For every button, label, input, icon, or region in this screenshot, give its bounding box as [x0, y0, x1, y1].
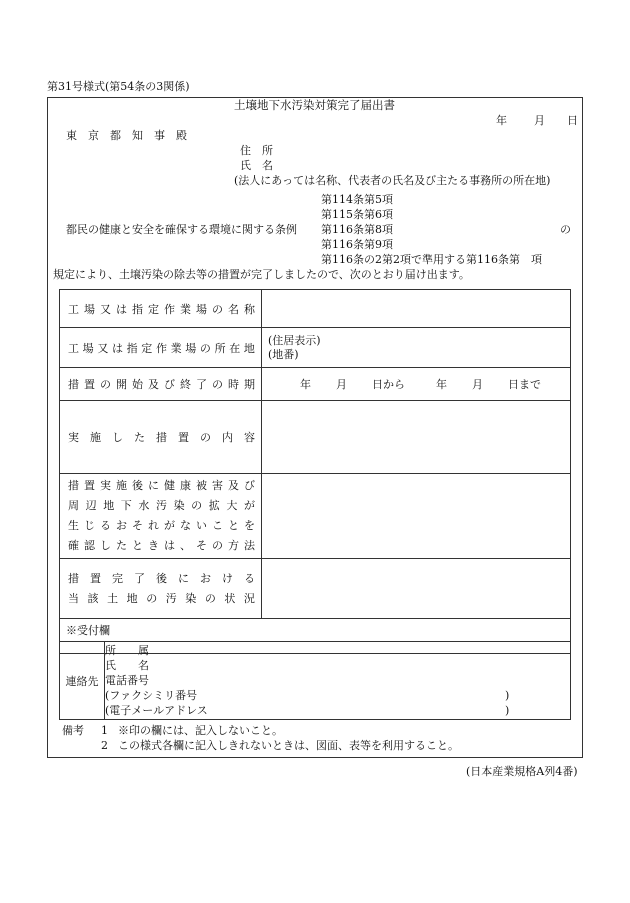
contact-table [59, 641, 571, 720]
reception-label: ※受付欄 [66, 624, 110, 637]
status-label-cell [60, 559, 262, 619]
method-label-line: 周 辺 地 下 水 汚 染 の 拡 大 が [68, 499, 255, 512]
measures-field[interactable] [262, 401, 571, 474]
contact-fax-label: (ファクシミリ番号 [105, 689, 198, 702]
ordinance-article-3: 第116条第8項 [321, 223, 393, 236]
contact-label: 連絡先 [60, 642, 105, 720]
factory-location-field[interactable] [262, 328, 571, 368]
factory-location-label-cell [60, 328, 262, 368]
period-start-day: 日から [372, 378, 405, 391]
method-field[interactable] [262, 474, 571, 559]
method-label-cell [60, 474, 262, 559]
method-label-line: 確 認 し た と き は 、 そ の 方 法 [68, 539, 255, 552]
applicant-corporate-note: (法人にあっては名称、代表者の氏名及び主たる事務所の所在地) [234, 174, 551, 187]
factory-name-label-cell [60, 290, 262, 328]
period-start-year: 年 [300, 378, 311, 391]
applicant-name-label: 氏 名 [240, 159, 273, 172]
location-lot-label: (地番) [268, 347, 299, 361]
period-label: 措 置 の 開 始 及 び 終 了 の 時 期 [68, 378, 255, 391]
contact-dept-label: 所 属 [105, 644, 149, 657]
contact-phone-label: 電話番号 [105, 674, 149, 687]
note-2-text: この様式各欄に記入しきれないときは、図面、表等を利用すること。 [118, 739, 459, 752]
status-field[interactable] [262, 559, 571, 619]
ordinance-article-1: 第114条第5項 [321, 193, 393, 206]
period-end-day: 日まで [508, 378, 541, 391]
date-month: 月 [534, 114, 545, 127]
period-start-month: 月 [336, 378, 347, 391]
note-1-text: ※印の欄には、記入しないこと。 [118, 724, 283, 737]
factory-location-label: 工 場 又 は 指 定 作 業 場 の 所 在 地 [68, 341, 255, 355]
note-2-number: 2 [101, 739, 108, 752]
factory-name-field[interactable] [262, 290, 571, 328]
paper-size-note: (日本産業規格A列4番) [466, 765, 578, 778]
form-table [59, 289, 571, 654]
period-end-month: 月 [472, 378, 483, 391]
form-title: 土壌地下水汚染対策完了届出書 [234, 98, 395, 112]
ordinance-article-5: 第116条の2第2項で準用する第116条第 項 [321, 253, 542, 266]
location-display-label: (住居表示) [268, 333, 321, 347]
statement: 規定により、土壌汚染の除去等の措置が完了しましたので、次のとおり届け出ます。 [53, 268, 470, 281]
period-label-cell [60, 368, 262, 401]
contact-fields[interactable] [105, 642, 571, 720]
ordinance-name: 都民の健康と安全を確保する環境に関する条例 [66, 223, 297, 236]
measures-label: 実 施 し た 措 置 の 内 容 [68, 431, 255, 444]
contact-fax-close: ) [505, 689, 510, 702]
status-label-line: 当 該 土 地 の 汚 染 の 状 況 [68, 591, 255, 605]
addressee: 東 京 都 知 事 殿 [66, 129, 187, 142]
period-field[interactable] [262, 368, 571, 401]
applicant-address-label: 住 所 [240, 144, 273, 157]
period-end-year: 年 [436, 378, 447, 391]
ordinance-article-2: 第115条第6項 [321, 208, 393, 221]
form-number: 第31号様式(第54条の3関係) [47, 80, 190, 93]
method-label-line: 措 置 実 施 後 に 健 康 被 害 及 び [68, 479, 255, 492]
factory-name-label: 工 場 又 は 指 定 作 業 場 の 名 称 [68, 302, 255, 316]
method-label-line: 生 じ る お そ れ が な い こ と を [68, 519, 255, 532]
date-day: 日 [567, 114, 578, 127]
contact-name-label: 氏 名 [105, 659, 149, 672]
date-year: 年 [496, 114, 507, 127]
ordinance-article-4: 第116条第9項 [321, 238, 393, 251]
measures-label-cell [60, 401, 262, 474]
ordinance-suffix: の [560, 223, 571, 236]
note-1-number: 1 [101, 724, 108, 737]
status-label-line: 措 置 完 了 後 に お け る [68, 571, 255, 585]
contact-email-close: ) [505, 704, 510, 717]
notes-heading: 備考 [62, 724, 84, 737]
contact-email-label: (電子メールアドレス [105, 704, 208, 717]
